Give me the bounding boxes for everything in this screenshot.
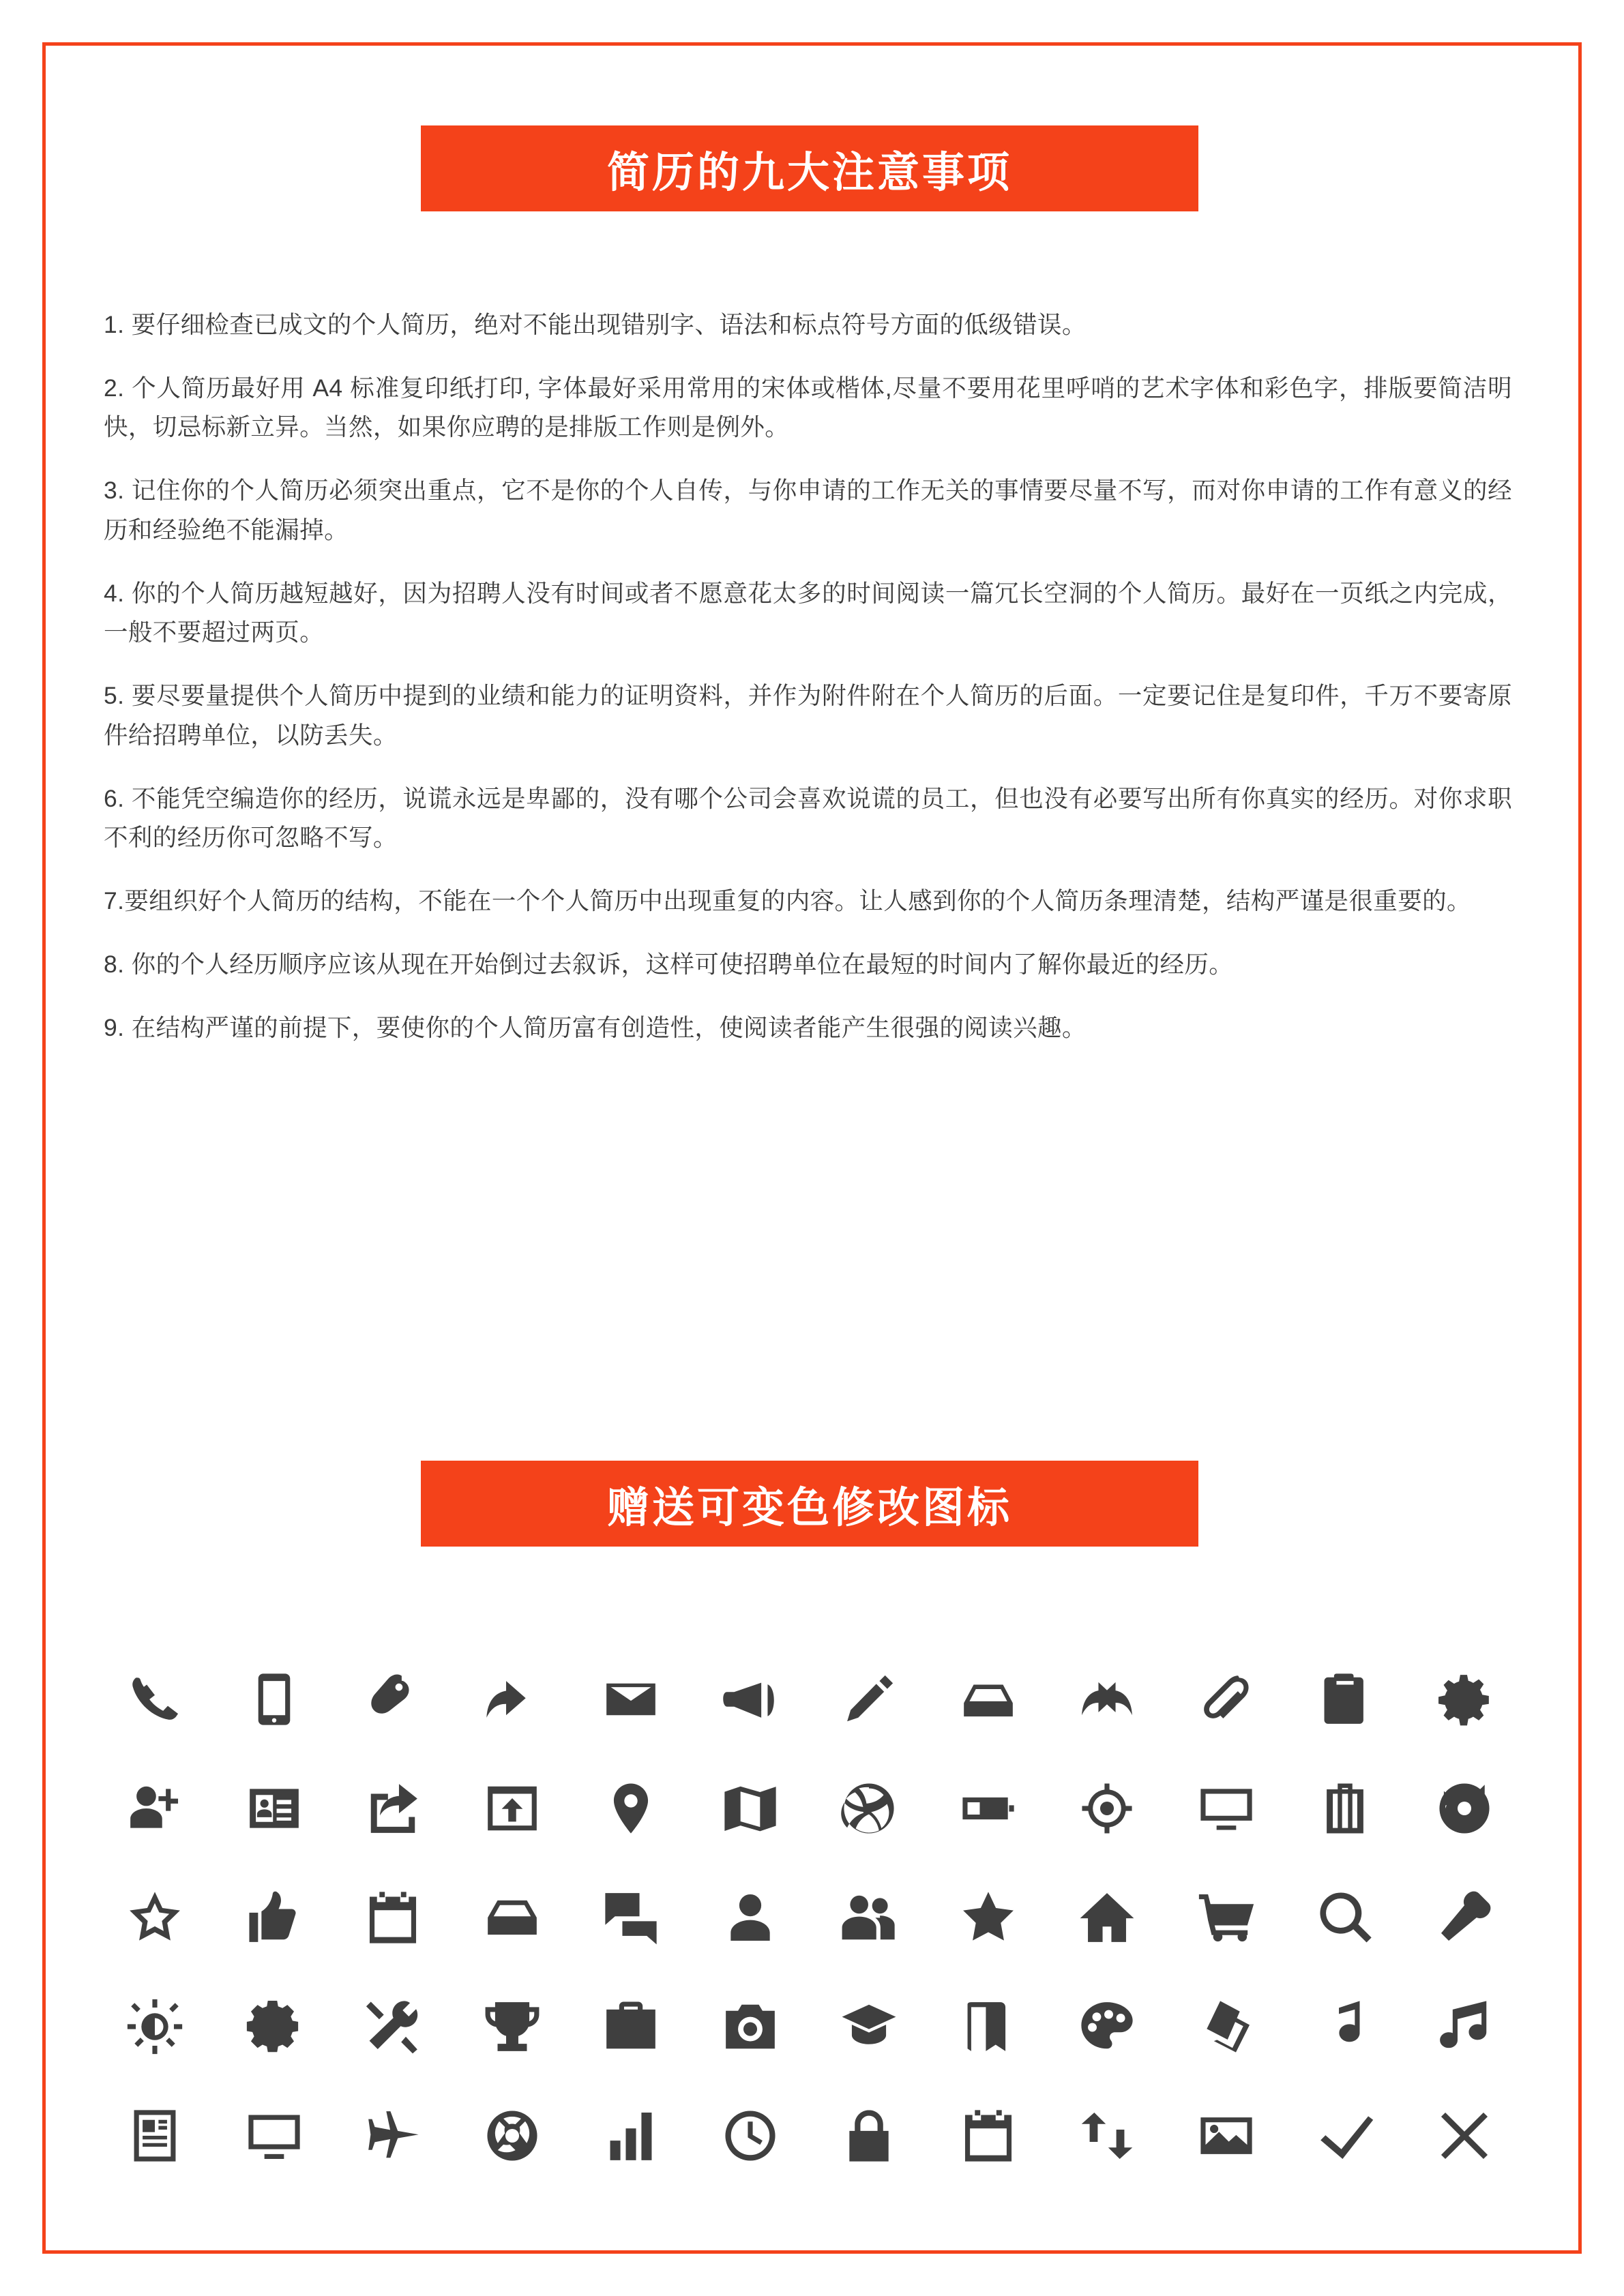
gear-icon[interactable] (1413, 1648, 1516, 1750)
tools-icon[interactable] (342, 1976, 444, 2078)
icon-row (104, 1863, 1516, 1972)
microphone-icon[interactable] (1413, 1866, 1516, 1969)
graduation-cap-icon[interactable] (818, 1976, 920, 2078)
star-outline-icon[interactable] (104, 1866, 206, 1969)
thumbs-up-icon[interactable] (223, 1866, 325, 1969)
phone-icon[interactable] (104, 1648, 206, 1750)
users-group-icon[interactable] (818, 1866, 920, 1969)
mobile-phone-icon[interactable] (223, 1648, 325, 1750)
desktop-screen-icon[interactable] (223, 2085, 325, 2187)
cards-icon[interactable] (1175, 1976, 1278, 2078)
share-icon[interactable] (342, 1757, 444, 1860)
tip-item: 3. 记住你的个人简历必须突出重点，它不是你的个人自传，与你申请的工作无关的事情要尽量不写，而对你申请的工作有意义的经历和经验绝不能漏掉。 (104, 477, 1512, 543)
tips-list (104, 281, 1512, 1069)
brightness-icon[interactable] (104, 1976, 206, 2078)
life-buoy-icon[interactable] (461, 2085, 563, 2187)
contact-card-icon[interactable] (223, 1757, 325, 1860)
image-icon[interactable] (1175, 2085, 1278, 2187)
suitcase-icon[interactable] (1294, 1757, 1396, 1860)
palette-icon[interactable] (1056, 1976, 1158, 2078)
inbox-icon[interactable] (937, 1648, 1039, 1750)
camera-icon[interactable] (699, 1976, 801, 2078)
icon-row (104, 1972, 1516, 2081)
lock-icon[interactable] (818, 2085, 920, 2187)
tip-item: 2. 个人简历最好用 A4 标准复印纸打印, 字体最好采用常用的宋体或楷体,尽量不要用花里呼哨的艺术字体和彩色字，排版要简洁明快，切忌标新立异。当然，如果你应聘的是排版工作则是例外。 (104, 374, 1512, 441)
calendar-blank-icon[interactable] (937, 2085, 1039, 2187)
map-pin-icon[interactable] (580, 1757, 682, 1860)
close-icon[interactable] (1413, 2085, 1516, 2187)
icon-row (104, 1645, 1516, 1754)
tip-item: 9. 在结构严谨的前提下，要使你的个人简历富有创造性，使阅读者能产生很强的阅读兴趣。 (104, 1014, 1087, 1041)
reply-all-arrow-icon[interactable] (1056, 1648, 1158, 1750)
refresh-cycle-icon[interactable] (1413, 1757, 1516, 1860)
tip-item: 6. 不能凭空编造你的经历，说谎永远是卑鄙的，没有哪个公司会喜欢说谎的员工，但也没有必要写出所有你真实的经历。对你求职不利的经历你可忽略不写。 (104, 784, 1512, 851)
basketball-icon[interactable] (818, 1757, 920, 1860)
search-icon[interactable] (1294, 1866, 1396, 1969)
music-note-icon[interactable] (1294, 1976, 1396, 2078)
battery-icon[interactable] (937, 1757, 1039, 1860)
envelope-icon[interactable] (580, 1648, 682, 1750)
map-icon[interactable] (699, 1757, 801, 1860)
trophy-icon[interactable] (461, 1976, 563, 2078)
tip-item: 5. 要尽要量提供个人简历中提到的业绩和能力的证明资料，并作为附件附在个人简历的后面。一定要记住是复印件，千万不要寄原件给招聘单位，以防丢失。 (104, 682, 1512, 749)
clock-icon[interactable] (699, 2085, 801, 2187)
document-text-icon[interactable] (104, 2085, 206, 2187)
icon-gallery (104, 1645, 1516, 2190)
section-title-icons: 赠送可变色修改图标 (421, 1461, 1198, 1547)
mouse-icon[interactable] (342, 1648, 444, 1750)
check-icon[interactable] (1294, 2085, 1396, 2187)
retweet-icon[interactable] (1056, 2085, 1158, 2187)
target-icon[interactable] (1056, 1757, 1158, 1860)
monitor-icon[interactable] (1175, 1757, 1278, 1860)
archive-box-icon[interactable] (461, 1866, 563, 1969)
page-content (42, 42, 1582, 2254)
settings-gear-icon[interactable] (223, 1976, 325, 2078)
airplane-icon[interactable] (342, 2085, 444, 2187)
megaphone-icon[interactable] (699, 1648, 801, 1750)
icon-row (104, 2081, 1516, 2190)
medical-briefcase-icon[interactable] (580, 1976, 682, 2078)
calendar-icon[interactable] (342, 1866, 444, 1969)
icon-row (104, 1754, 1516, 1863)
clipboard-icon[interactable] (1294, 1648, 1396, 1750)
section-title-tips: 简历的九大注意事项 (421, 125, 1198, 211)
tip-item: 7.要组织好个人简历的结构，不能在一个个人简历中出现重复的内容。让人感到你的个人简历条理清楚，结构严谨是很重要的。 (104, 887, 1471, 914)
tip-item: 8. 你的个人经历顺序应该从现在开始倒过去叙诉，这样可使招聘单位在最短的时间内了解你最近的经历。 (104, 951, 1234, 978)
book-icon[interactable] (937, 1976, 1039, 2078)
chat-bubbles-icon[interactable] (580, 1866, 682, 1969)
user-icon[interactable] (699, 1866, 801, 1969)
music-notes-icon[interactable] (1413, 1976, 1516, 2078)
tip-item: 4. 你的个人简历越短越好，因为招聘人没有时间或者不愿意花太多的时间阅读一篇冗长空洞的个人简历。最好在一页纸之内完成，一般不要超过两页。 (104, 579, 1512, 646)
add-user-icon[interactable] (104, 1757, 206, 1860)
home-icon[interactable] (1056, 1866, 1158, 1969)
reply-arrow-icon[interactable] (461, 1648, 563, 1750)
shopping-cart-icon[interactable] (1175, 1866, 1278, 1969)
tip-item: 1. 要仔细检查已成文的个人简历，绝对不能出现错别字、语法和标点符号方面的低级错误。 (104, 310, 1087, 338)
bar-chart-icon[interactable] (580, 2085, 682, 2187)
upload-window-icon[interactable] (461, 1757, 563, 1860)
paperclip-icon[interactable] (1175, 1648, 1278, 1750)
pencil-icon[interactable] (818, 1648, 920, 1750)
star-filled-icon[interactable] (937, 1866, 1039, 1969)
